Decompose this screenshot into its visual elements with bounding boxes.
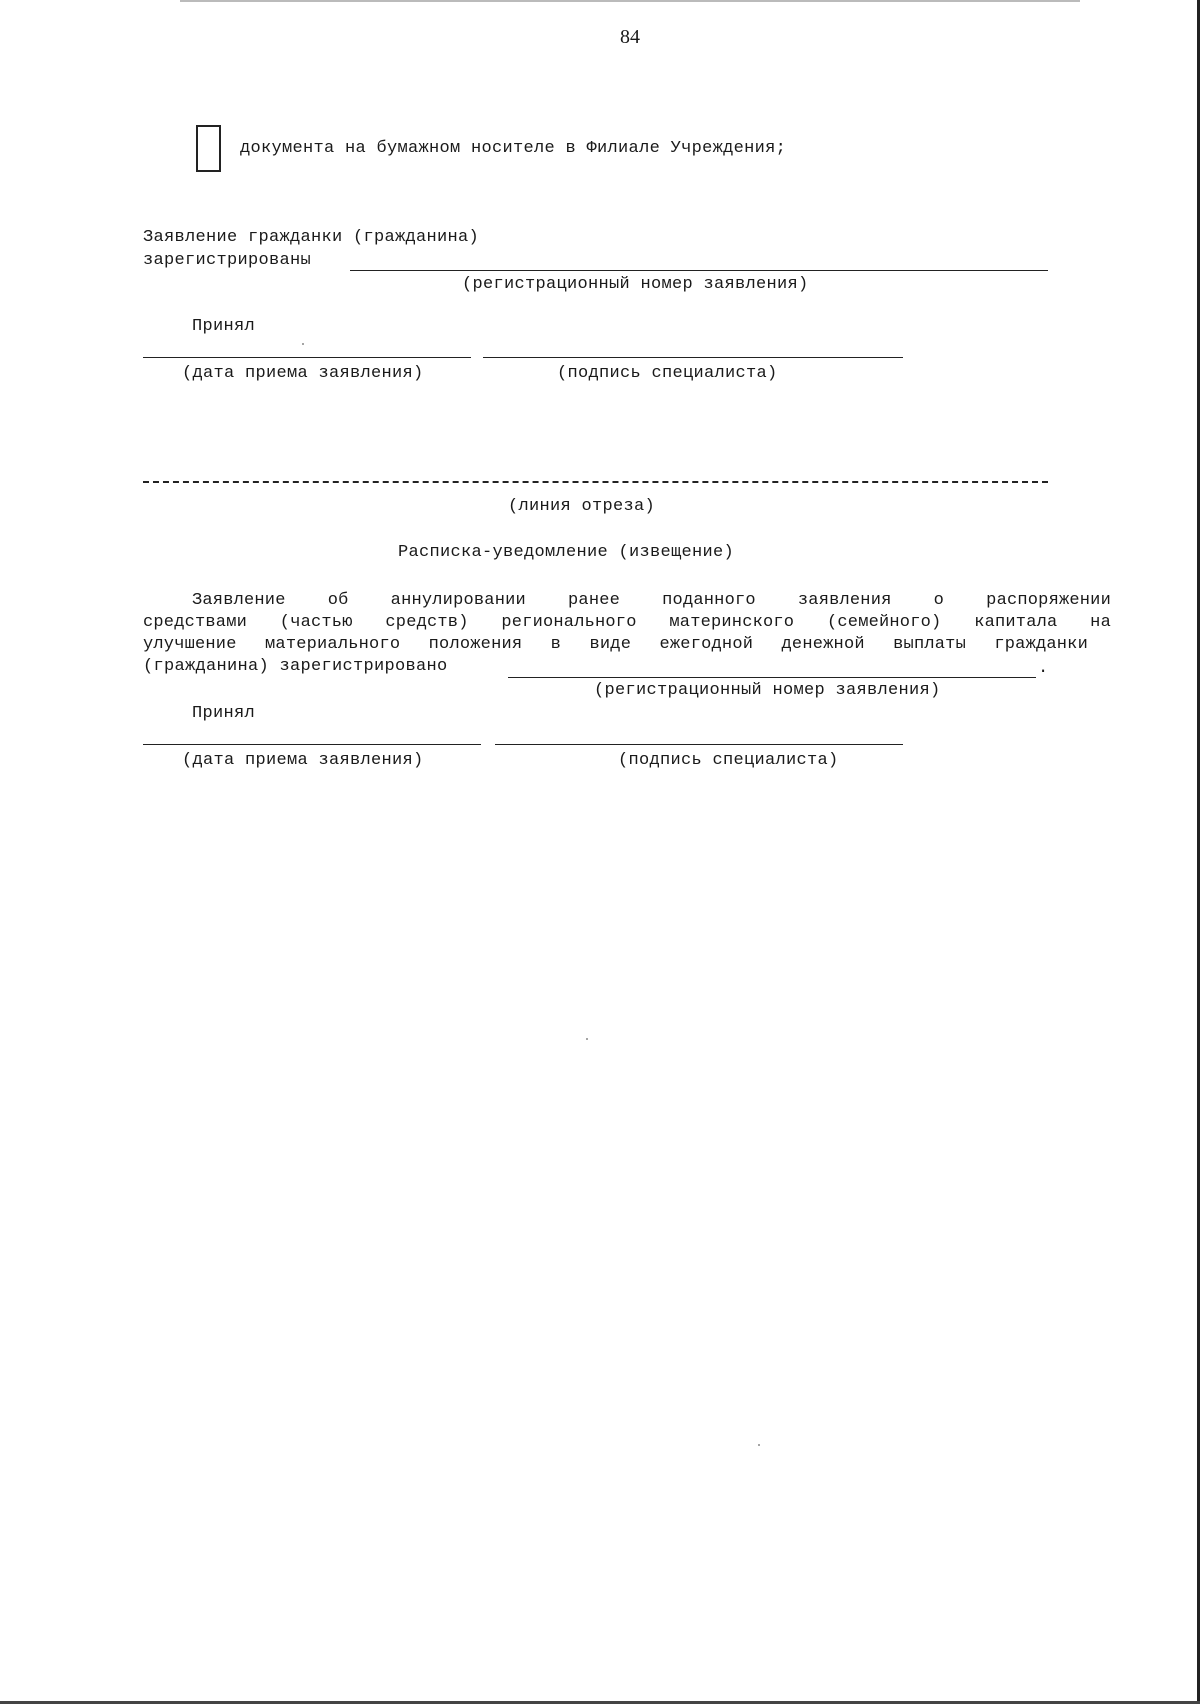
page-edge-top <box>180 0 1080 2</box>
accepted-label: Принял <box>192 317 256 336</box>
receipt-paragraph-line-3: улучшение материального положения в виде ежегодной денежной выплаты гражданки <box>143 635 1088 654</box>
scan-speck <box>302 343 304 345</box>
receipt-acceptance-date-field[interactable] <box>143 744 481 745</box>
option-checkbox[interactable] <box>196 125 221 172</box>
scan-speck <box>586 1038 588 1040</box>
receipt-registration-number-caption: (регистрационный номер заявления) <box>594 681 941 700</box>
receipt-acceptance-date-caption: (дата приема заявления) <box>182 751 424 770</box>
specialist-signature-field[interactable] <box>483 357 903 358</box>
receipt-paragraph-line-2: средствами (частью средств) регионального материнского (семейного) капитала на <box>143 613 1111 632</box>
receipt-specialist-signature-caption: (подпись специалиста) <box>618 751 839 770</box>
application-line-2: зарегистрированы <box>143 251 312 270</box>
acceptance-date-field[interactable] <box>143 357 471 358</box>
application-line-1: Заявление гражданки (гражданина) <box>143 228 480 247</box>
receipt-paragraph-line-4: (гражданина) зарегистрировано <box>143 657 448 676</box>
receipt-period: . <box>1038 659 1049 678</box>
acceptance-date-caption: (дата приема заявления) <box>182 364 424 383</box>
registration-number-field[interactable] <box>350 270 1048 271</box>
receipt-registration-number-field[interactable] <box>508 677 1036 678</box>
cut-line-caption: (линия отреза) <box>508 497 656 516</box>
receipt-specialist-signature-field[interactable] <box>495 744 903 745</box>
receipt-paragraph-line-1: Заявление об аннулировании ранее поданного заявления о распоряжении <box>192 591 1111 610</box>
receipt-title: Расписка-уведомление (извещение) <box>398 543 735 562</box>
cut-line <box>143 481 1048 483</box>
scan-speck <box>758 1444 760 1446</box>
option-label: документа на бумажном носителе в Филиале Учреждения; <box>240 139 787 158</box>
page-number: 84 <box>620 26 640 48</box>
registration-number-caption: (регистрационный номер заявления) <box>462 275 809 294</box>
specialist-signature-caption: (подпись специалиста) <box>557 364 778 383</box>
receipt-accepted-label: Принял <box>192 704 256 723</box>
